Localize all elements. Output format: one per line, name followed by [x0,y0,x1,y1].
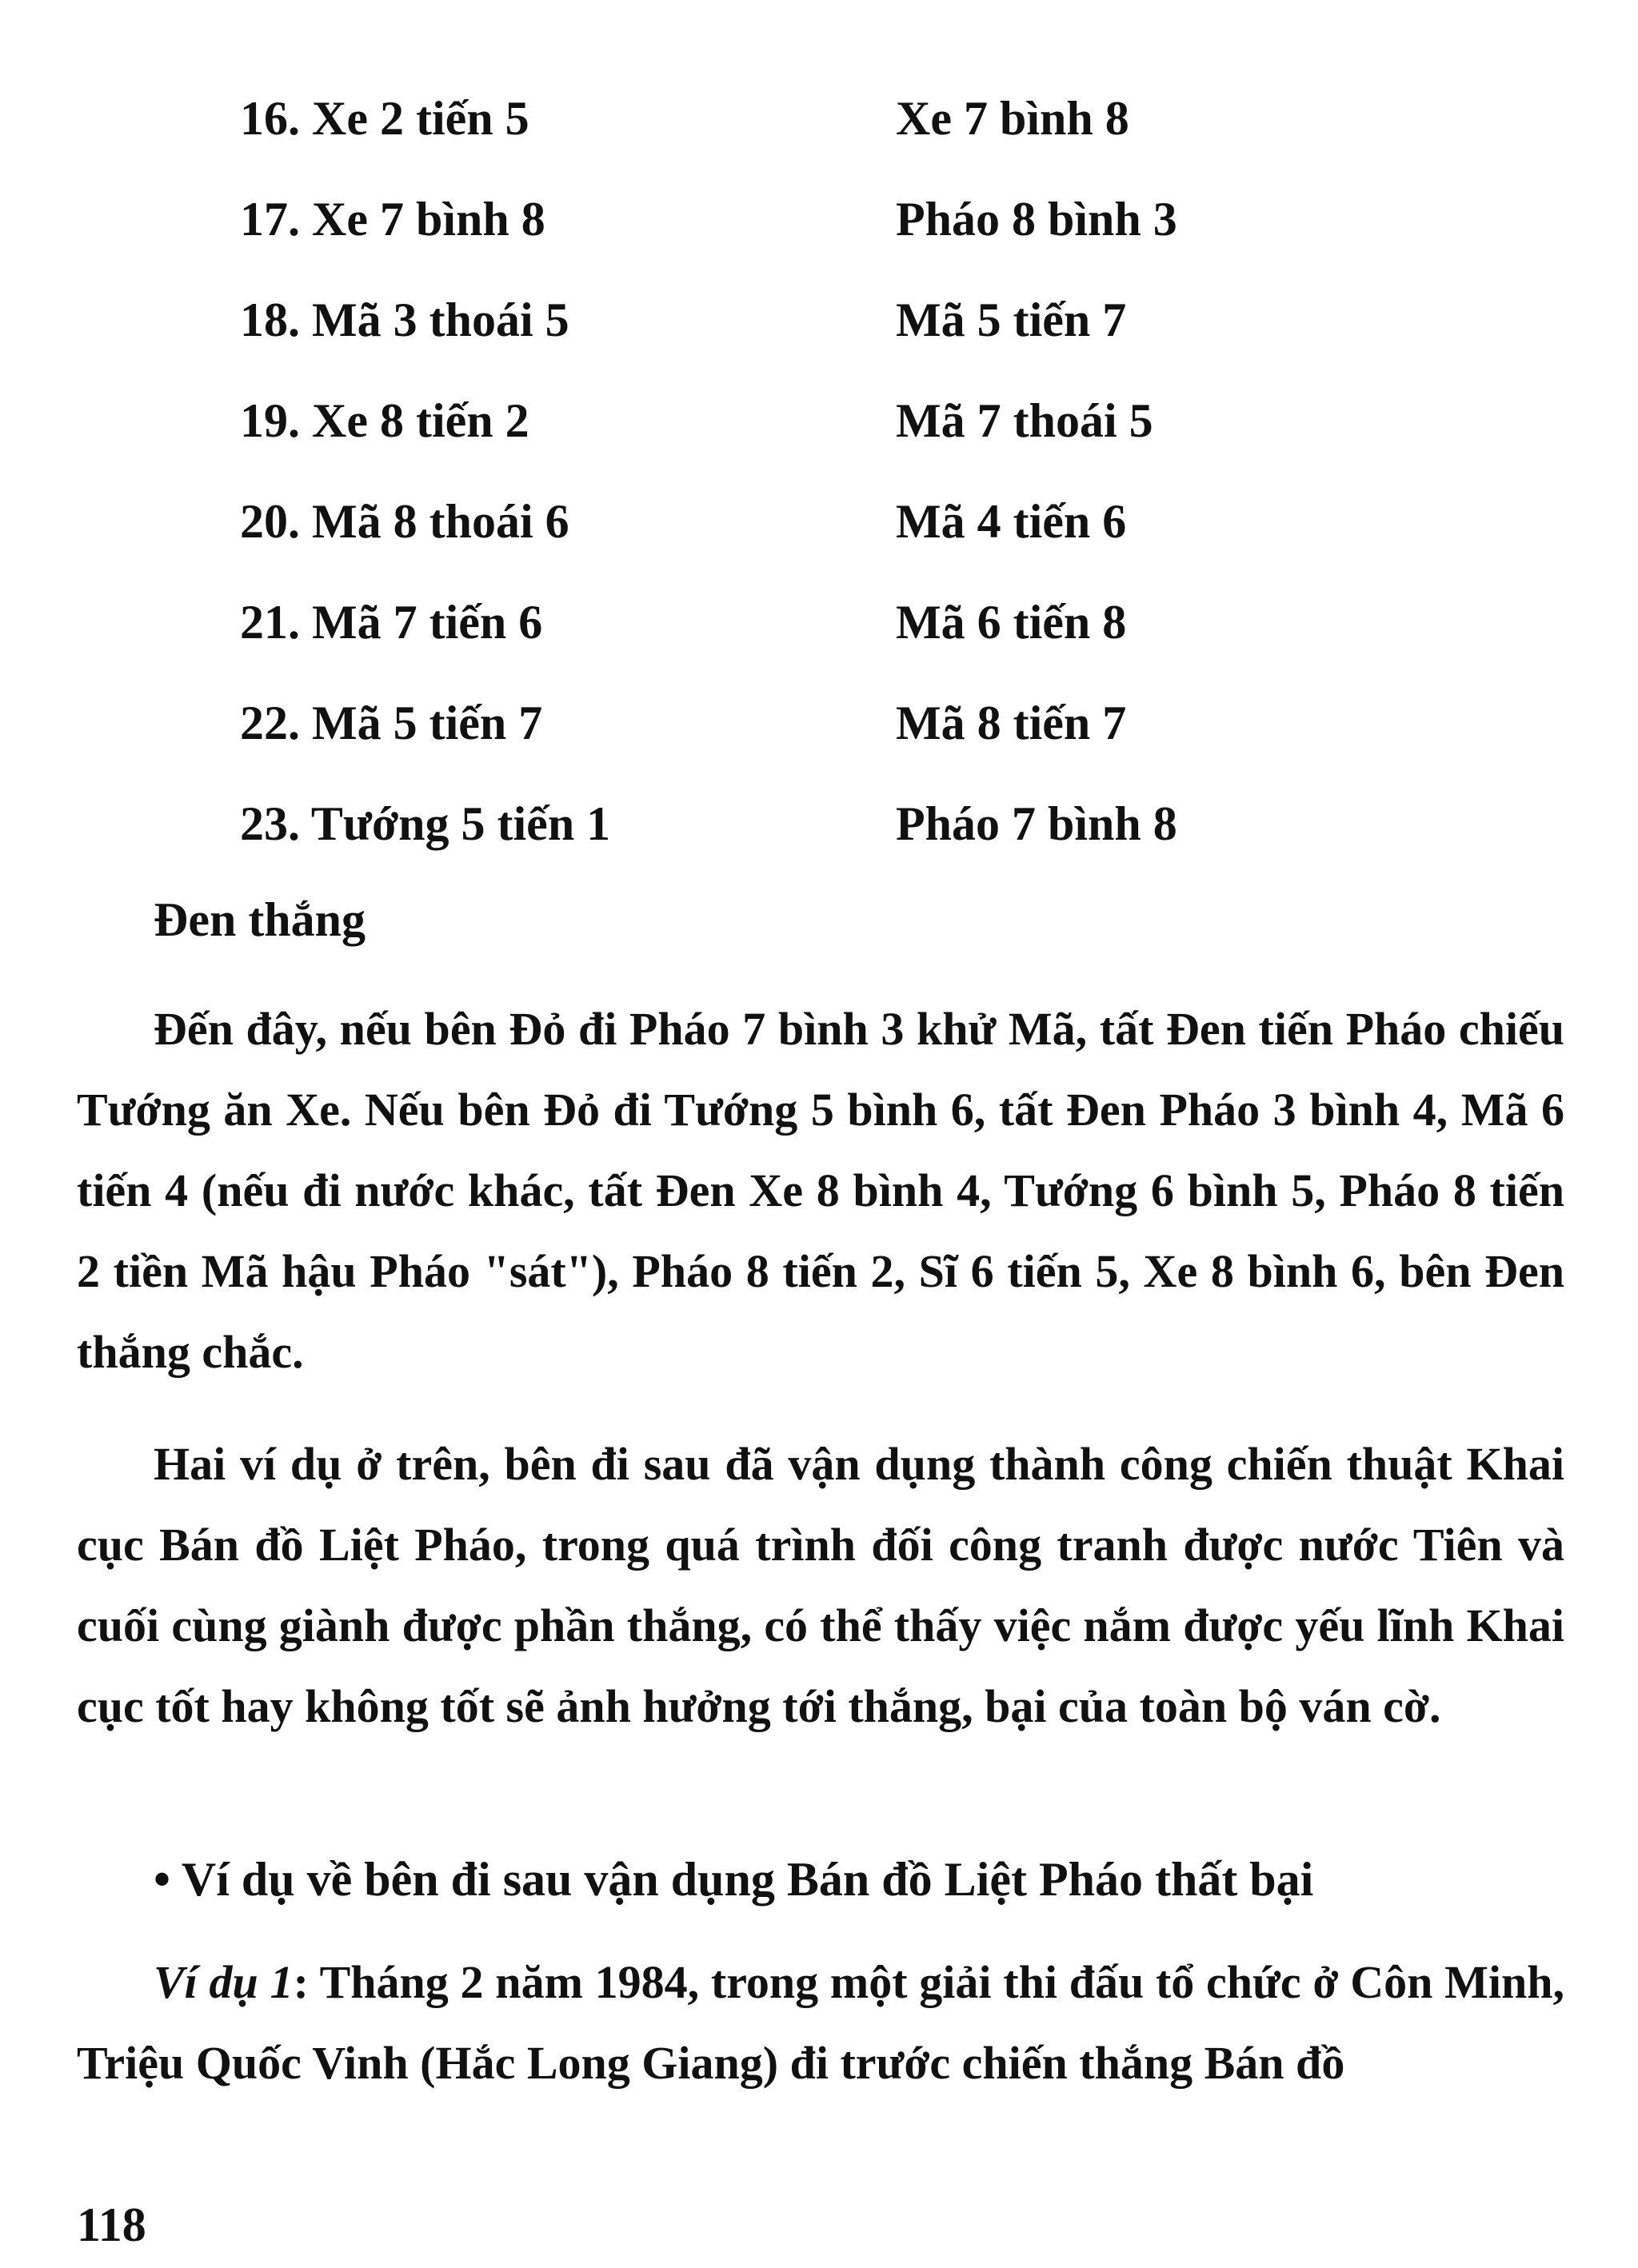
move-row [240,288,1360,389]
example-label: Ví dụ 1 [154,1956,294,2008]
move-row [240,792,1360,892]
paragraph-analysis: Đến đây, nếu bên Đỏ đi Pháo 7 bình 3 khử Mã, tất Đen tiến Pháo chiếu Tướng ăn Xe. Nếu bên Đỏ đi Tướng 5 bình 6, tất Đen Pháo 3 bình 4, Mã 6 tiến 4 (nếu đi nước khác, tất Đen Xe 8 bình 4, Tướng 6 bình 5, Pháo 8 tiến 2 tiền Mã hậu Pháo "sát"), Pháo 8 tiến 2, Sĩ 6 tiến 5, Xe 8 bình 6, bên Đen thắng chắc. [77,1003,1564,1378]
move-black: Mã 6 tiến 8 [896,596,1127,649]
move-row [240,489,1360,590]
move-black: Mã 5 tiến 7 [896,293,1127,346]
move-red: 19. Xe 8 tiến 2 [240,394,529,447]
game-result: Đen thắng [154,893,366,946]
page-number: 118 [77,2198,146,2251]
move-row [240,86,1360,187]
example-text: : Tháng 2 năm 1984, trong một giải thi đấu tổ chức ở Côn Minh, Triệu Quốc Vinh (Hắc Long Giang) đi trước chiến thắng Bán đồ [77,1956,1564,2089]
move-red: 22. Mã 5 tiến 7 [240,697,543,749]
move-red: 20. Mã 8 thoái 6 [240,495,569,548]
move-row [240,389,1360,489]
section-heading: • Ví dụ về bên đi sau vận dụng Bán đồ Liệt Pháo thất bại [154,1853,1314,1906]
move-red: 23. Tướng 5 tiến 1 [240,797,611,850]
move-list [240,86,1360,892]
move-row [240,590,1360,691]
move-black: Pháo 8 bình 3 [896,193,1177,246]
move-red: 16. Xe 2 tiến 5 [240,92,529,145]
move-black: Mã 8 tiến 7 [896,697,1127,749]
move-black: Pháo 7 bình 8 [896,797,1177,850]
move-black: Mã 7 thoái 5 [896,394,1153,447]
paragraph-example [77,1942,1564,2103]
move-red: 17. Xe 7 bình 8 [240,193,545,246]
move-black: Xe 7 bình 8 [896,92,1129,145]
move-red: 21. Mã 7 tiến 6 [240,596,543,649]
move-row [240,691,1360,792]
move-black: Mã 4 tiến 6 [896,495,1127,548]
paragraph-summary: Hai ví dụ ở trên, bên đi sau đã vận dụng thành công chiến thuật Khai cục Bán đồ Liệt Pháo, trong quá trình đối công tranh được nước Tiên và cuối cùng giành được phần thắng, có thể thấy việc nắm được yếu lĩnh Khai cục tốt hay không tốt sẽ ảnh hưởng tới thắng, bại của toàn bộ ván cờ. [77,1438,1564,1732]
move-row [240,187,1360,288]
move-red: 18. Mã 3 thoái 5 [240,293,569,346]
